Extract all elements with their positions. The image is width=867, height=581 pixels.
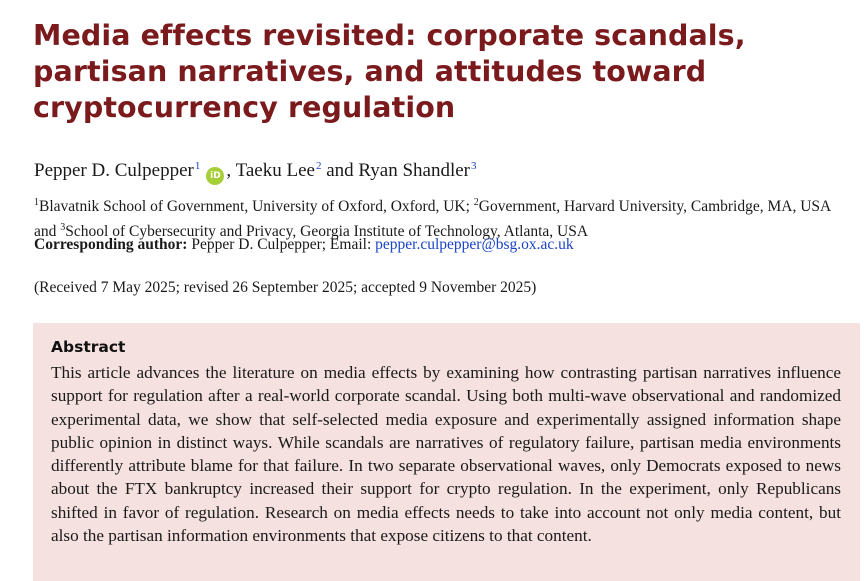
article-title: Media effects revisited: corporate scandals, partisan narratives, and attitudes toward cryptocurrency regulation	[33, 19, 746, 124]
affiliation-text: School of Cybersecurity and Privacy, Georgia Institute of Technology, Atlanta, USA	[65, 223, 589, 240]
abstract-text: This article advances the literature on media effects by examining how contrasting partisan narratives influence support for regulation after a real-world corporate scandal. Using both multi-wave observational and randomized experimental data, we show that self-selected media exposure and experimentally assigned information shape public opinion in distinct ways. While scandals are narratives of regulatory failure, partisan media environments differently attribute blame for that failure. In two separate observational waves, only Democrats exposed to news about the FTX bankruptcy increased their support for crypto regulation. In the experiment, only Republicans shifted in favor of regulation. Research on media effects needs to take into account not only media content, but also the partisan information environments that expose citizens to that content.	[51, 363, 841, 546]
affil-sup: 2	[473, 197, 479, 208]
author-separator: ,	[226, 160, 232, 181]
author-affil-sup: 1	[194, 160, 201, 172]
email-link[interactable]: pepper.culpepper@bsg.ox.ac.uk	[375, 236, 574, 253]
abstract-box	[33, 323, 860, 581]
received-dates: (Received 7 May 2025; revised 26 September 2025; accepted 9 November 2025)	[34, 279, 537, 296]
author-name[interactable]: Pepper D. Culpepper	[34, 160, 194, 181]
orcid-icon[interactable]: iD	[206, 167, 224, 185]
author-name[interactable]: Ryan Shandler	[358, 160, 471, 181]
author-separator: and	[326, 160, 354, 181]
abstract-heading: Abstract	[51, 338, 126, 356]
author-affil-sup: 2	[315, 160, 322, 172]
corresponding-label: Corresponding author:	[34, 236, 188, 253]
corresponding-text: Pepper D. Culpepper; Email:	[191, 236, 372, 253]
author-name[interactable]: Taeku Lee	[235, 160, 315, 181]
affiliation-text: Blavatnik School of Government, University of Oxford, Oxford, UK;	[39, 198, 470, 215]
affil-sup: 3	[60, 222, 66, 233]
affiliation-text: Government, Harvard University, Cambridge, MA, USA and	[34, 198, 831, 240]
corresponding-author	[34, 234, 574, 255]
affil-sup: 1	[34, 197, 39, 208]
author-list	[34, 153, 477, 185]
author-affil-sup: 3	[471, 160, 477, 172]
